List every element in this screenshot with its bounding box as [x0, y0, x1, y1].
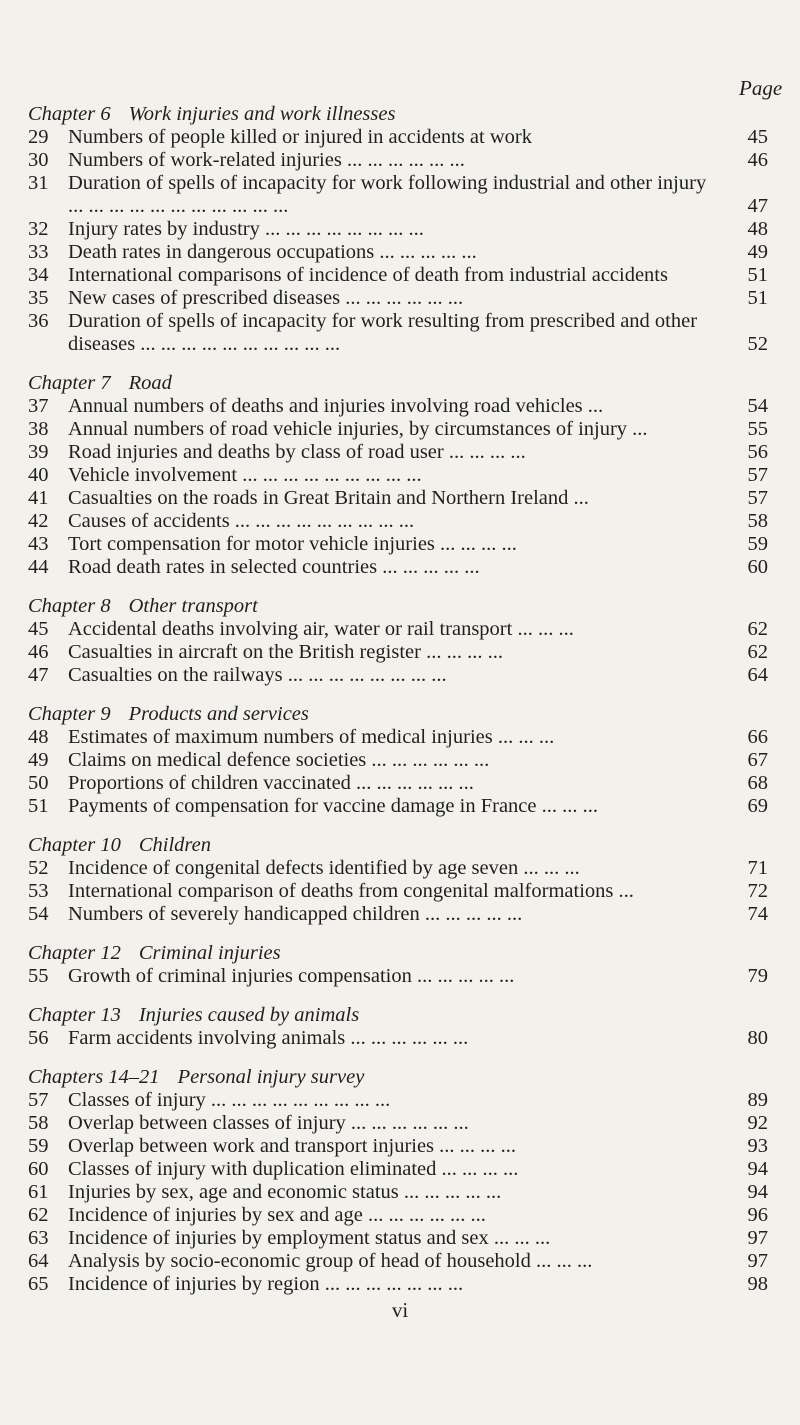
entry-number: 64 — [28, 1250, 49, 1272]
chapter-number: Chapters 14–21 — [28, 1066, 160, 1088]
entry-title: Causes of accidents ... ... ... ... ... ... ... ... ... — [68, 510, 415, 532]
entry-number: 48 — [28, 726, 49, 748]
chapter-title: Road — [128, 372, 172, 394]
toc-entry — [28, 1158, 768, 1181]
entry-page: 54 — [747, 395, 768, 417]
entry-number: 37 — [28, 395, 49, 417]
entry-number: 47 — [28, 664, 49, 686]
entry-page: 49 — [747, 241, 768, 263]
toc-entry — [28, 857, 768, 880]
chapter-heading — [28, 102, 768, 126]
toc-entry — [28, 487, 768, 510]
entry-page: 62 — [747, 618, 768, 640]
entry-title: Growth of criminal injuries compensation ... ... ... ... ... — [68, 965, 515, 987]
toc-entry — [28, 464, 768, 487]
toc-entry — [28, 510, 768, 533]
entry-number: 45 — [28, 618, 49, 640]
entry-title: Road death rates in selected countries ... ... ... ... ... — [68, 556, 480, 578]
toc-entry — [28, 772, 768, 795]
entry-title: Casualties on the roads in Great Britain and Northern Ireland ... — [68, 487, 589, 509]
entry-page: 57 — [747, 464, 768, 486]
entry-title: International comparisons of incidence of death from industrial accidents — [68, 264, 668, 286]
entry-title: New cases of prescribed diseases ... ... ... ... ... ... — [68, 287, 464, 309]
toc-entry — [28, 749, 768, 772]
entry-title: Incidence of congenital defects identified by age seven ... ... ... — [68, 857, 580, 879]
entry-number: 46 — [28, 641, 49, 663]
entry-title: International comparison of deaths from congenital malformations ... — [68, 880, 634, 902]
toc-entry — [28, 218, 768, 241]
entry-number: 55 — [28, 965, 49, 987]
entry-number: 41 — [28, 487, 49, 509]
entry-number: 63 — [28, 1227, 49, 1249]
toc-entry — [28, 1112, 768, 1135]
toc-entry — [28, 441, 768, 464]
entry-page: 51 — [747, 264, 768, 286]
entry-number: 33 — [28, 241, 49, 263]
entry-page: 68 — [747, 772, 768, 794]
chapter-number: Chapter 9 — [28, 703, 111, 725]
chapter-heading — [28, 702, 768, 726]
chapter-heading — [28, 371, 768, 395]
entry-number: 56 — [28, 1027, 49, 1049]
toc-entry — [28, 241, 768, 264]
toc-entry — [28, 903, 768, 926]
entry-title: Numbers of people killed or injured in accidents at work — [68, 126, 532, 148]
entry-page: 66 — [747, 726, 768, 748]
entry-page: 98 — [747, 1273, 768, 1295]
entry-title: Duration of spells of incapacity for work resulting from prescribed and other diseases ... ... ... ... ... ... ... ... ... ... — [68, 310, 698, 355]
entry-page: 97 — [747, 1250, 768, 1272]
toc-entry — [28, 172, 768, 218]
entry-title: Claims on medical defence societies ... ... ... ... ... ... — [68, 749, 490, 771]
chapter-heading — [28, 1065, 768, 1089]
entry-page: 55 — [747, 418, 768, 440]
toc-entry — [28, 1204, 768, 1227]
entry-number: 51 — [28, 795, 49, 817]
entry-page: 97 — [747, 1227, 768, 1249]
toc-entry — [28, 1135, 768, 1158]
page-number: vi — [391, 1298, 409, 1322]
entry-number: 31 — [28, 172, 49, 194]
chapter-section — [28, 371, 768, 579]
entry-number: 62 — [28, 1204, 49, 1226]
entry-page: 57 — [747, 487, 768, 509]
toc-entry — [28, 1227, 768, 1250]
toc-entry — [28, 726, 768, 749]
chapter-title: Personal injury survey — [177, 1066, 365, 1088]
entry-title: Annual numbers of deaths and injuries involving road vehicles ... — [68, 395, 604, 417]
toc-entry — [28, 395, 768, 418]
entry-title: Overlap between work and transport injuries ... ... ... ... — [68, 1135, 517, 1157]
toc-entry — [28, 618, 768, 641]
entry-number: 32 — [28, 218, 49, 240]
toc-entry — [28, 126, 768, 149]
chapter-heading — [28, 594, 768, 618]
entry-page: 64 — [747, 664, 768, 686]
entry-number: 38 — [28, 418, 49, 440]
chapter-section — [28, 833, 768, 926]
entry-page: 79 — [747, 965, 768, 987]
entry-page: 51 — [747, 287, 768, 309]
entry-page: 46 — [747, 149, 768, 171]
entry-number: 39 — [28, 441, 49, 463]
entry-title: Proportions of children vaccinated ... ... ... ... ... ... — [68, 772, 474, 794]
entry-number: 34 — [28, 264, 49, 286]
toc-entry — [28, 418, 768, 441]
chapter-section — [28, 594, 768, 687]
toc-entry — [28, 965, 768, 988]
entry-number: 65 — [28, 1273, 49, 1295]
entry-title: Farm accidents involving animals ... ... ... ... ... ... — [68, 1027, 469, 1049]
chapter-title: Other transport — [128, 595, 258, 617]
chapter-title: Children — [138, 834, 211, 856]
toc-entry — [28, 149, 768, 172]
entry-page: 60 — [747, 556, 768, 578]
entry-title: Road injuries and deaths by class of road user ... ... ... ... — [68, 441, 526, 463]
entry-title: Annual numbers of road vehicle injuries, by circumstances of injury ... — [68, 418, 648, 440]
entry-title: Incidence of injuries by sex and age ... ... ... ... ... ... — [68, 1204, 486, 1226]
entry-page: 48 — [747, 218, 768, 240]
entry-title: Classes of injury ... ... ... ... ... ... ... ... ... — [68, 1089, 391, 1111]
entry-title: Vehicle involvement ... ... ... ... ... ... ... ... ... — [68, 464, 422, 486]
entry-title: Numbers of work-related injuries ... ... ... ... ... ... — [68, 149, 465, 171]
entry-title: Accidental deaths involving air, water or rail transport ... ... ... — [68, 618, 574, 640]
entry-page: 47 — [747, 195, 768, 217]
toc-entry — [28, 1250, 768, 1273]
entry-title: Analysis by socio-economic group of head of household ... ... ... — [68, 1250, 593, 1272]
entry-title: Casualties on the railways ... ... ... ... ... ... ... ... — [68, 664, 447, 686]
entry-title: Duration of spells of incapacity for work following industrial and other injury ... ... ... ... ... ... ... ... ... ... ... — [68, 172, 707, 217]
chapter-section — [28, 1003, 768, 1050]
entry-number: 58 — [28, 1112, 49, 1134]
table-of-contents — [28, 102, 768, 1311]
entry-page: 59 — [747, 533, 768, 555]
chapter-section — [28, 702, 768, 818]
entry-number: 40 — [28, 464, 49, 486]
chapter-section — [28, 941, 768, 988]
toc-entry — [28, 264, 768, 287]
entry-page: 89 — [747, 1089, 768, 1111]
toc-entry — [28, 556, 768, 579]
entry-number: 50 — [28, 772, 49, 794]
toc-entry — [28, 1089, 768, 1112]
toc-entry — [28, 533, 768, 556]
entry-title: Overlap between classes of injury ... ... ... ... ... ... — [68, 1112, 469, 1134]
entry-page: 58 — [747, 510, 768, 532]
entry-page: 80 — [747, 1027, 768, 1049]
entry-title: Incidence of injuries by employment status and sex ... ... ... — [68, 1227, 551, 1249]
entry-title: Payments of compensation for vaccine damage in France ... ... ... — [68, 795, 598, 817]
entry-title: Classes of injury with duplication eliminated ... ... ... ... — [68, 1158, 519, 1180]
entry-number: 53 — [28, 880, 49, 902]
entry-page: 52 — [747, 333, 768, 355]
entry-number: 52 — [28, 857, 49, 879]
entry-title: Numbers of severely handicapped children ... ... ... ... ... — [68, 903, 523, 925]
entry-number: 42 — [28, 510, 49, 532]
chapter-section — [28, 102, 768, 356]
toc-entry — [28, 310, 768, 356]
entry-number: 36 — [28, 310, 49, 332]
entry-page: 69 — [747, 795, 768, 817]
entry-page: 93 — [747, 1135, 768, 1157]
chapter-heading — [28, 941, 768, 965]
entry-page: 45 — [747, 126, 768, 148]
toc-entry — [28, 664, 768, 687]
entry-number: 59 — [28, 1135, 49, 1157]
entry-page: 71 — [747, 857, 768, 879]
entry-number: 61 — [28, 1181, 49, 1203]
entry-title: Incidence of injuries by region ... ... ... ... ... ... ... — [68, 1273, 464, 1295]
chapter-heading — [28, 1003, 768, 1027]
entry-title: Estimates of maximum numbers of medical injuries ... ... ... — [68, 726, 555, 748]
chapter-number: Chapter 7 — [28, 372, 111, 394]
entry-title: Death rates in dangerous occupations ... ... ... ... ... — [68, 241, 477, 263]
chapter-title: Injuries caused by animals — [138, 1004, 360, 1026]
entry-page: 62 — [747, 641, 768, 663]
entry-title: Injuries by sex, age and economic status ... ... ... ... ... — [68, 1181, 502, 1203]
entry-page: 74 — [747, 903, 768, 925]
entry-number: 43 — [28, 533, 49, 555]
entry-number: 57 — [28, 1089, 49, 1111]
chapter-number: Chapter 6 — [28, 103, 111, 125]
entry-page: 72 — [747, 880, 768, 902]
toc-entry — [28, 795, 768, 818]
toc-entry — [28, 880, 768, 903]
chapter-heading — [28, 833, 768, 857]
entry-title: Injury rates by industry ... ... ... ... ... ... ... ... — [68, 218, 424, 240]
chapter-number: Chapter 12 — [28, 942, 121, 964]
chapter-section — [28, 1065, 768, 1296]
entry-number: 54 — [28, 903, 49, 925]
entry-number: 60 — [28, 1158, 49, 1180]
entry-title: Casualties in aircraft on the British register ... ... ... ... — [68, 641, 503, 663]
chapter-number: Chapter 10 — [28, 834, 121, 856]
entry-page: 67 — [747, 749, 768, 771]
chapter-title: Products and services — [128, 703, 309, 725]
chapter-title: Criminal injuries — [138, 942, 281, 964]
entry-page: 56 — [747, 441, 768, 463]
toc-entry — [28, 641, 768, 664]
entry-number: 44 — [28, 556, 49, 578]
entry-number: 49 — [28, 749, 49, 771]
entry-page: 94 — [747, 1181, 768, 1203]
entry-number: 29 — [28, 126, 49, 148]
toc-entry — [28, 287, 768, 310]
entry-page: 94 — [747, 1158, 768, 1180]
toc-entry — [28, 1181, 768, 1204]
toc-entry — [28, 1273, 768, 1296]
chapter-number: Chapter 8 — [28, 595, 111, 617]
entry-page: 92 — [747, 1112, 768, 1134]
entry-page: 96 — [747, 1204, 768, 1226]
page-column-label: Page — [739, 76, 783, 100]
entry-title: Tort compensation for motor vehicle injuries ... ... ... ... — [68, 533, 517, 555]
entry-number: 35 — [28, 287, 49, 309]
chapter-title: Work injuries and work illnesses — [128, 103, 396, 125]
toc-entry — [28, 1027, 768, 1050]
chapter-number: Chapter 13 — [28, 1004, 121, 1026]
entry-number: 30 — [28, 149, 49, 171]
